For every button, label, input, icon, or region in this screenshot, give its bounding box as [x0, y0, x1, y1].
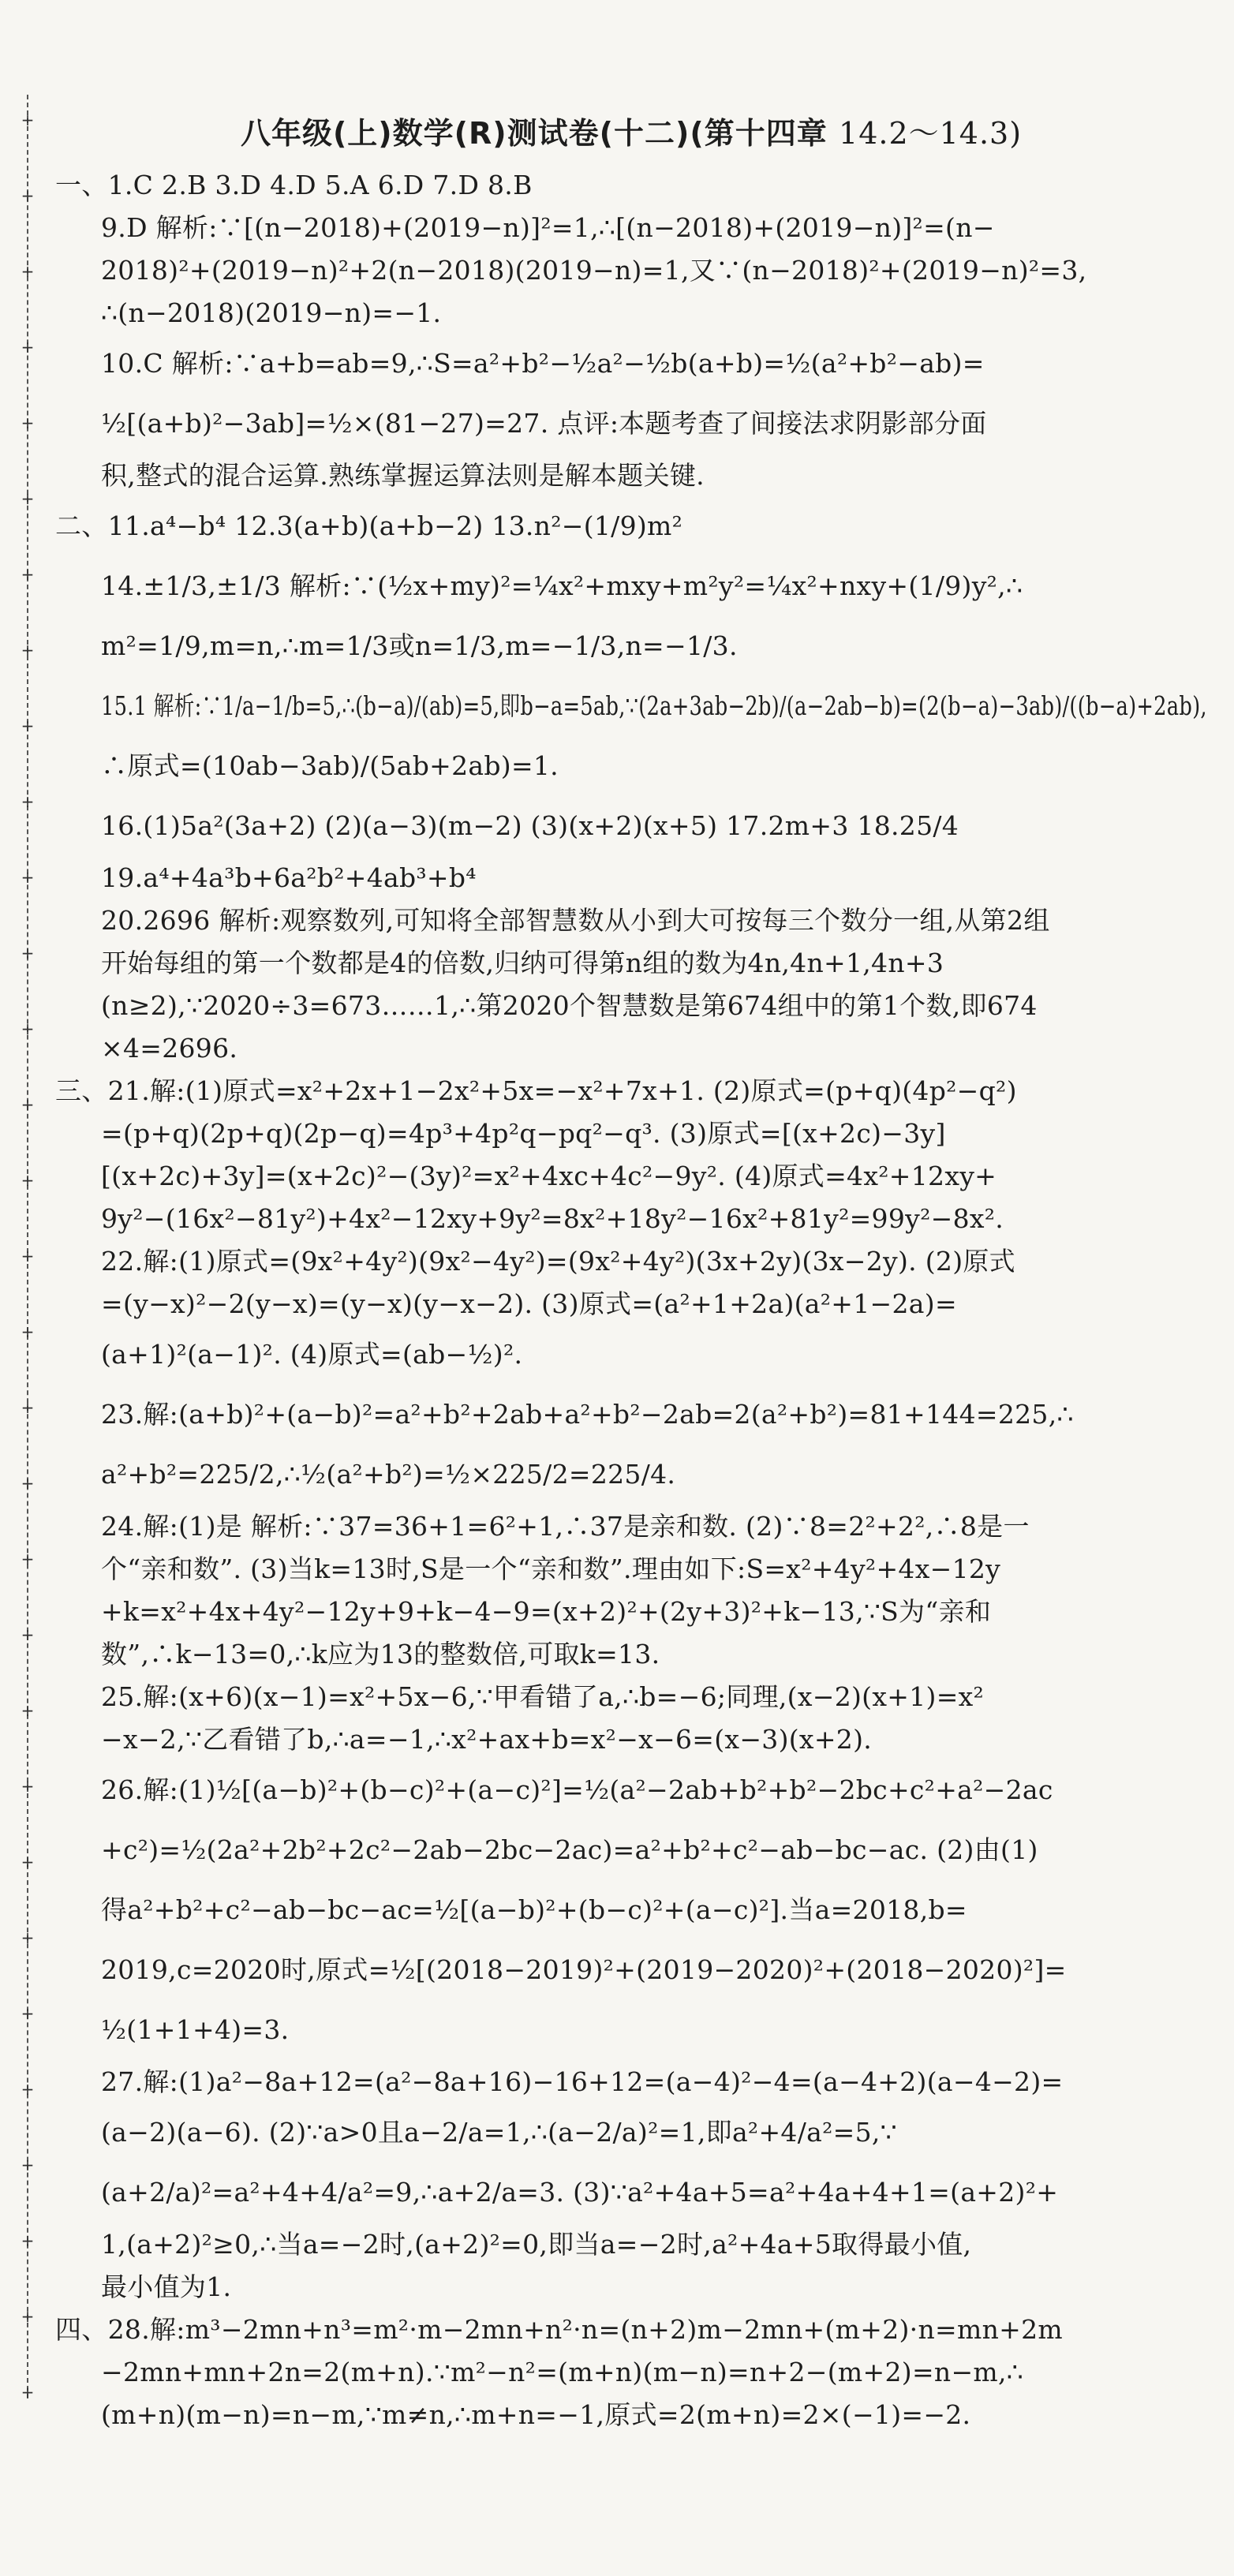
binding-mark: +	[21, 1777, 35, 1796]
binding-mark: +	[21, 1853, 35, 1871]
binding-mark: +	[21, 2307, 35, 2326]
answer-line: 23.解:(a+b)²+(a−b)²=a²+b²+2ab+a²+b²−2ab=2(a²+b²)=81+144=225,∴	[101, 1399, 1074, 1430]
answer-line: 积,整式的混合运算.熟练掌握运算法则是解本题关键.	[101, 460, 705, 491]
answer-line: 20.2696 解析:观察数列,可知将全部智慧数从小到大可按每三个数分一组,从第2组	[101, 905, 1050, 936]
answer-line: (m+n)(m−n)=n−m,∵m≠n,∴m+n=−1,原式=2(m+n)=2×(−1)=−2.	[101, 2399, 971, 2430]
binding-mark: +	[21, 1928, 35, 1947]
answer-line: −x−2,∵乙看错了b,∴a=−1,∴x²+ax+b=x²−x−6=(x−3)(x+2).	[101, 1724, 873, 1755]
answer-line: ∴原式=(10ab−3ab)/(5ab+2ab)=1.	[101, 750, 559, 781]
binding-mark: +	[21, 641, 35, 660]
answer-line: 9y²−(16x²−81y²)+4x²−12xy+9y²=8x²+18y²−16x²+81y²=99y²−8x².	[101, 1203, 1004, 1234]
answer-line: 10.C 解析:∵a+b=ab=9,∴S=a²+b²−½a²−½b(a+b)=½(a²+b²−ab)=	[101, 348, 985, 379]
binding-mark: +	[21, 262, 35, 281]
answer-line: 一、1.C 2.B 3.D 4.D 5.A 6.D 7.D 8.B	[55, 170, 533, 200]
answer-line: ∴(n−2018)(2019−n)=−1.	[101, 297, 442, 328]
answer-line: 2018)²+(2019−n)²+2(n−2018)(2019−n)=1,又∵(n−2018)²+(2019−n)²=3,	[101, 255, 1087, 286]
binding-mark: +	[21, 716, 35, 735]
binding-mark: +	[21, 1171, 35, 1190]
answer-line: (n≥2),∵2020÷3=673……1,∴第2020个智慧数是第674组中的第1个数,即674	[101, 990, 1038, 1021]
answer-line: 25.解:(x+6)(x−1)=x²+5x−6,∵甲看错了a,∴b=−6;同理,(x−2)(x+1)=x²	[101, 1681, 985, 1712]
binding-mark: +	[21, 792, 35, 811]
binding-mark: +	[21, 1550, 35, 1568]
answer-line: =(p+q)(2p+q)(2p−q)=4p³+4p²q−pq²−q³. (3)原式=[(x+2c)−3y]	[101, 1118, 946, 1149]
binding-margin	[0, 0, 47, 2576]
binding-mark: +	[21, 1398, 35, 1417]
answer-line: 最小值为1.	[101, 2271, 232, 2302]
binding-mark: +	[21, 1474, 35, 1493]
title-range: 14.2～14.3)	[839, 116, 1023, 151]
answer-line: 22.解:(1)原式=(9x²+4y²)(9x²−4y²)=(9x²+4y²)(3x+2y)(3x−2y). (2)原式	[101, 1246, 1015, 1277]
answer-line: 三、21.解:(1)原式=x²+2x+1−2x²+5x=−x²+7x+1. (2)原式=(p+q)(4p²−q²)	[55, 1075, 1017, 1106]
answer-line: −2mn+mn+2n=2(m+n).∵m²−n²=(m+n)(m−n)=n+2−(m+2)=n−m,∴	[101, 2357, 1024, 2387]
answer-line: ½(1+1+4)=3.	[101, 2014, 290, 2045]
binding-mark: +	[21, 489, 35, 508]
answer-line: a²+b²=225/2,∴½(a²+b²)=½×225/2=225/4.	[101, 1459, 676, 1490]
binding-mark: +	[21, 1019, 35, 1038]
answer-line: =(y−x)²−2(y−x)=(y−x)(y−x−2). (3)原式=(a²+1+2a)(a²+1−2a)=	[101, 1288, 957, 1319]
answer-line: 15.1 解析:∵1/a−1/b=5,∴(b−a)/(ab)=5,即b−a=5ab,∵(2a+3ab−2b)/(a−2ab−b)=(2(b−a)−3ab)/((b−a)+2ab),	[101, 690, 1207, 721]
answer-line: 26.解:(1)½[(a−b)²+(b−c)²+(a−c)²]=½(a²−2ab+b²+b²−2bc+c²+a²−2ac	[101, 1774, 1053, 1805]
binding-mark: +	[21, 338, 35, 357]
answer-line: +k=x²+4x+4y²−12y+9+k−4−9=(x+2)²+(2y+3)²+k−13,∵S为“亲和	[101, 1596, 992, 1627]
binding-mark: +	[21, 1625, 35, 1644]
answer-line: 16.(1)5a²(3a+2) (2)(a−3)(m−2) (3)(x+2)(x+5) 17.2m+3 18.25/4	[101, 810, 959, 841]
binding-mark: +	[21, 1095, 35, 1114]
binding-mark: +	[21, 110, 35, 129]
answer-line: 24.解:(1)是 解析:∵37=36+1=6²+1,∴37是亲和数. (2)∵8=2²+2²,∴8是一	[101, 1511, 1030, 1542]
answer-line: m²=1/9,m=n,∴m=1/3或n=1/3,m=−1/3,n=−1/3.	[101, 630, 738, 661]
answer-line: 2019,c=2020时,原式=½[(2018−2019)²+(2019−2020)²+(2018−2020)²]=	[101, 1954, 1067, 1985]
answer-line: 27.解:(1)a²−8a+12=(a²−8a+16)−16+12=(a−4)²−4=(a−4+2)(a−4−2)=	[101, 2066, 1064, 2097]
answer-line: 19.a⁴+4a³b+6a²b²+4ab³+b⁴	[101, 862, 477, 893]
binding-mark: +	[21, 1701, 35, 1720]
answer-line: (a−2)(a−6). (2)∵a>0且a−2/a=1,∴(a−2/a)²=1,即a²+4/a²=5,∵	[101, 2117, 897, 2148]
binding-mark: +	[21, 944, 35, 963]
answer-line: 二、11.a⁴−b⁴ 12.3(a+b)(a+b−2) 13.n²−(1/9)m²	[55, 510, 683, 541]
answer-line: 得a²+b²+c²−ab−bc−ac=½[(a−b)²+(b−c)²+(a−c)²].当a=2018,b=	[101, 1894, 967, 1925]
answer-line: 9.D 解析:∵[(n−2018)+(2019−n)]²=1,∴[(n−2018)+(2019−n)]²=(n−	[101, 212, 995, 243]
binding-mark: +	[21, 1247, 35, 1266]
answer-line: 开始每组的第一个数都是4的倍数,归纳可得第n组的数为4n,4n+1,4n+3	[101, 948, 944, 978]
binding-mark: +	[21, 413, 35, 432]
title-text: 八年级(上)数学(R)测试卷(十二)(第十四章	[240, 116, 828, 151]
binding-mark: +	[21, 186, 35, 205]
answer-line: 14.±1/3,±1/3 解析:∵(½x+my)²=¼x²+mxy+m²y²=¼x²+nxy+(1/9)y²,∴	[101, 570, 1023, 601]
binding-mark: +	[21, 868, 35, 887]
answer-line: +c²)=½(2a²+2b²+2c²−2ab−2bc−2ac)=a²+b²+c²−ab−bc−ac. (2)由(1)	[101, 1834, 1038, 1865]
binding-mark: +	[21, 2383, 35, 2402]
binding-mark: +	[21, 2080, 35, 2099]
answer-line: 1,(a+2)²≥0,∴当a=−2时,(a+2)²=0,即当a=−2时,a²+4a+5取得最小值,	[101, 2229, 972, 2260]
binding-mark: +	[21, 2231, 35, 2250]
answer-line: 个“亲和数”. (3)当k=13时,S是一个“亲和数”.理由如下:S=x²+4y²+4x−12y	[101, 1553, 1001, 1584]
answer-line: 四、28.解:m³−2mn+n³=m²·m−2mn+n²·n=(n+2)m−2mn+(m+2)·n=mn+2m	[55, 2314, 1063, 2345]
binding-mark: +	[21, 1322, 35, 1341]
answer-line: [(x+2c)+3y]=(x+2c)²−(3y)²=x²+4xc+4c²−9y². (4)原式=4x²+12xy+	[101, 1161, 997, 1191]
answer-line: ×4=2696.	[101, 1033, 238, 1064]
page-title	[55, 109, 1207, 152]
binding-mark: +	[21, 2155, 35, 2174]
binding-mark: +	[21, 2004, 35, 2023]
answer-line: ½[(a+b)²−3ab]=½×(81−27)=27. 点评:本题考查了间接法求阴影部分面	[101, 408, 987, 439]
binding-mark: +	[21, 565, 35, 584]
answer-line: 数”,∴k−13=0,∴k应为13的整数倍,可取k=13.	[101, 1639, 660, 1669]
answer-line: (a+2/a)²=a²+4+4/a²=9,∴a+2/a=3. (3)∵a²+4a+5=a²+4a+4+1=(a+2)²+	[101, 2177, 1059, 2208]
answer-line: (a+1)²(a−1)². (4)原式=(ab−½)².	[101, 1339, 523, 1370]
